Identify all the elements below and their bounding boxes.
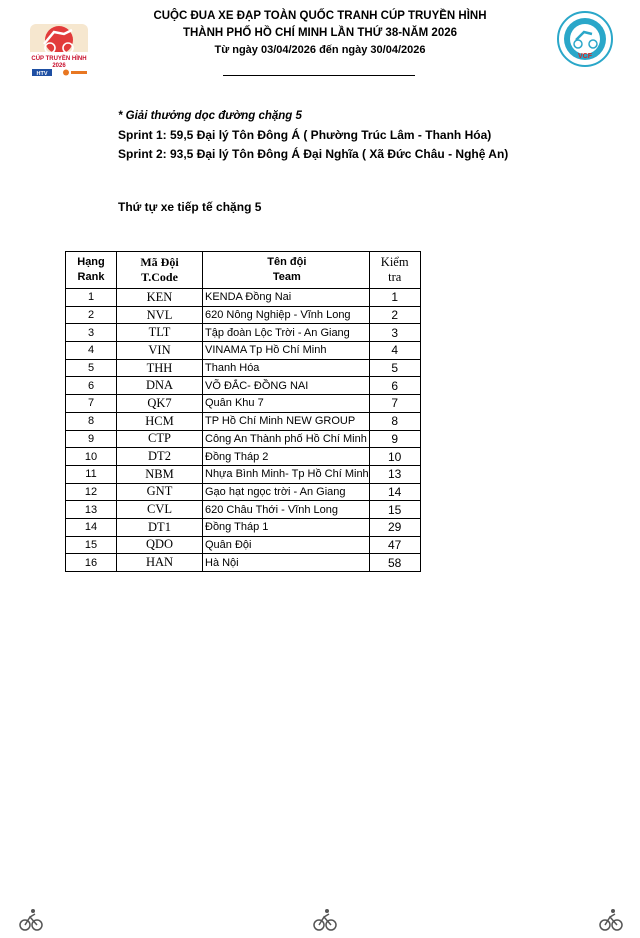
event-logo (26, 22, 92, 78)
team-code-cell: KEN (117, 289, 203, 307)
team-code-cell: DT2 (117, 448, 203, 466)
table-row (66, 306, 421, 324)
table-header-row (66, 252, 421, 289)
table-row (66, 501, 421, 519)
logo-left-sub: HTV (36, 71, 48, 77)
team-name-cell: 620 Châu Thới - Vĩnh Long (203, 501, 370, 519)
team-code-cell: NVL (117, 306, 203, 324)
federation-logo (556, 10, 614, 68)
footer-cyclist-icon (312, 908, 338, 932)
logo-left-text: CÚP TRUYỀN HÌNH (31, 56, 87, 62)
check-cell: 47 (369, 536, 420, 554)
check-cell: 10 (369, 448, 420, 466)
header-dates: Từ ngày 03/04/2026 đến ngày 30/04/2026 (214, 44, 426, 56)
table-row (66, 554, 421, 572)
header-rank (66, 252, 117, 289)
team-name-cell: 620 Nông Nghiệp - Vĩnh Long (203, 306, 370, 324)
rank-cell: 3 (66, 324, 117, 342)
team-name-cell: Nhựa Bình Minh- Tp Hồ Chí Minh (203, 465, 370, 483)
rank-cell: 11 (66, 465, 117, 483)
team-code-cell: VIN (117, 342, 203, 360)
team-name-cell: Đồng Tháp 2 (203, 448, 370, 466)
rank-cell: 6 (66, 377, 117, 395)
team-name-cell: Quân Khu 7 (203, 395, 370, 413)
check-cell: 29 (369, 518, 420, 536)
rank-cell: 2 (66, 306, 117, 324)
page-header (90, 8, 550, 59)
check-cell: 4 (369, 342, 420, 360)
check-cell: 8 (369, 412, 420, 430)
rank-cell: 9 (66, 430, 117, 448)
table-row (66, 448, 421, 466)
team-name-cell: VINAMA Tp Hồ Chí Minh (203, 342, 370, 360)
table-row (66, 465, 421, 483)
header-divider (223, 75, 415, 76)
rank-cell: 1 (66, 289, 117, 307)
team-code-cell: NBM (117, 465, 203, 483)
check-cell: 2 (369, 306, 420, 324)
header-team-en: Team (272, 271, 301, 283)
team-code-cell: THH (117, 359, 203, 377)
rank-cell: 7 (66, 395, 117, 413)
rank-cell: 15 (66, 536, 117, 554)
table-row (66, 377, 421, 395)
team-code-cell: QDO (117, 536, 203, 554)
team-code-cell: GNT (117, 483, 203, 501)
check-cell: 13 (369, 465, 420, 483)
rank-cell: 8 (66, 412, 117, 430)
check-cell: 9 (369, 430, 420, 448)
table-row (66, 412, 421, 430)
check-cell: 15 (369, 501, 420, 519)
header-rank-en: Rank (77, 271, 105, 283)
team-name-cell: Tập đoàn Lộc Trời - An Giang (203, 324, 370, 342)
header-code-en: T.Code (141, 270, 178, 284)
header-team-vi: Tên đội (267, 256, 307, 268)
check-cell: 58 (369, 554, 420, 572)
rank-cell: 10 (66, 448, 117, 466)
check-cell: 7 (369, 395, 420, 413)
team-code-cell: QK7 (117, 395, 203, 413)
header-team (203, 252, 370, 289)
check-cell: 14 (369, 483, 420, 501)
rank-cell: 14 (66, 518, 117, 536)
check-cell: 1 (369, 289, 420, 307)
check-cell: 6 (369, 377, 420, 395)
table-row (66, 342, 421, 360)
team-code-cell: HCM (117, 412, 203, 430)
team-name-cell: Công An Thành phố Hồ Chí Minh (203, 430, 370, 448)
header-code (117, 252, 203, 289)
header-line-2: THÀNH PHỐ HỒ CHÍ MINH LẦN THỨ 38-NĂM 2026 (182, 27, 458, 39)
rank-cell: 12 (66, 483, 117, 501)
header-line-1: CUỘC ĐUA XE ĐẠP TOÀN QUỐC TRANH CÚP TRUYỀN HÌNH (153, 10, 487, 22)
table-row (66, 518, 421, 536)
logo-right-text: VCF (578, 53, 592, 60)
team-code-cell: CVL (117, 501, 203, 519)
header-check-vi: Kiểm (380, 255, 409, 269)
team-code-cell: DNA (117, 377, 203, 395)
table-body (66, 289, 421, 572)
table-row (66, 395, 421, 413)
team-name-cell: Thanh Hóa (203, 359, 370, 377)
team-code-cell: DT1 (117, 518, 203, 536)
check-cell: 3 (369, 324, 420, 342)
rank-cell: 13 (66, 501, 117, 519)
team-name-cell: VÕ ĐẮC- ĐỒNG NAI (203, 377, 370, 395)
sprint-1: Sprint 1: 59,5 Đại lý Tôn Đông Á ( Phường Trúc Lâm - Thanh Hóa) (118, 128, 492, 142)
table-row (66, 324, 421, 342)
table-row (66, 483, 421, 501)
team-name-cell: Gạo hạt ngọc trời - An Giang (203, 483, 370, 501)
footer-cyclist-icon (18, 908, 44, 932)
team-name-cell: Quân Đội (203, 536, 370, 554)
team-code-cell: HAN (117, 554, 203, 572)
table-row (66, 536, 421, 554)
table-row (66, 430, 421, 448)
team-code-cell: TLT (117, 324, 203, 342)
header-check-en: tra (388, 270, 402, 284)
rank-cell: 4 (66, 342, 117, 360)
footer-cyclist-icon (598, 908, 624, 932)
support-car-order-table (65, 251, 421, 572)
team-name-cell: TP Hồ Chí Minh NEW GROUP (203, 412, 370, 430)
sprint-2: Sprint 2: 93,5 Đại lý Tôn Đông Á Đại Nghĩa ( Xã Đức Châu - Nghệ An) (118, 147, 509, 161)
team-name-cell: KENDA Đồng Nai (203, 289, 370, 307)
team-name-cell: Đồng Tháp 1 (203, 518, 370, 536)
header-code-vi: Mã Đội (140, 255, 179, 269)
order-heading: Thứ tự xe tiếp tế chặng 5 (118, 200, 262, 214)
rank-cell: 5 (66, 359, 117, 377)
header-check (369, 252, 420, 289)
table-row (66, 359, 421, 377)
table-row (66, 289, 421, 307)
team-name-cell: Hà Nội (203, 554, 370, 572)
prizes-heading: * Giải thưởng dọc đường chặng 5 (118, 110, 302, 122)
logo-left-year: 2026 (52, 63, 66, 69)
rank-cell: 16 (66, 554, 117, 572)
team-code-cell: CTP (117, 430, 203, 448)
check-cell: 5 (369, 359, 420, 377)
header-rank-vi: Hạng (77, 256, 105, 268)
